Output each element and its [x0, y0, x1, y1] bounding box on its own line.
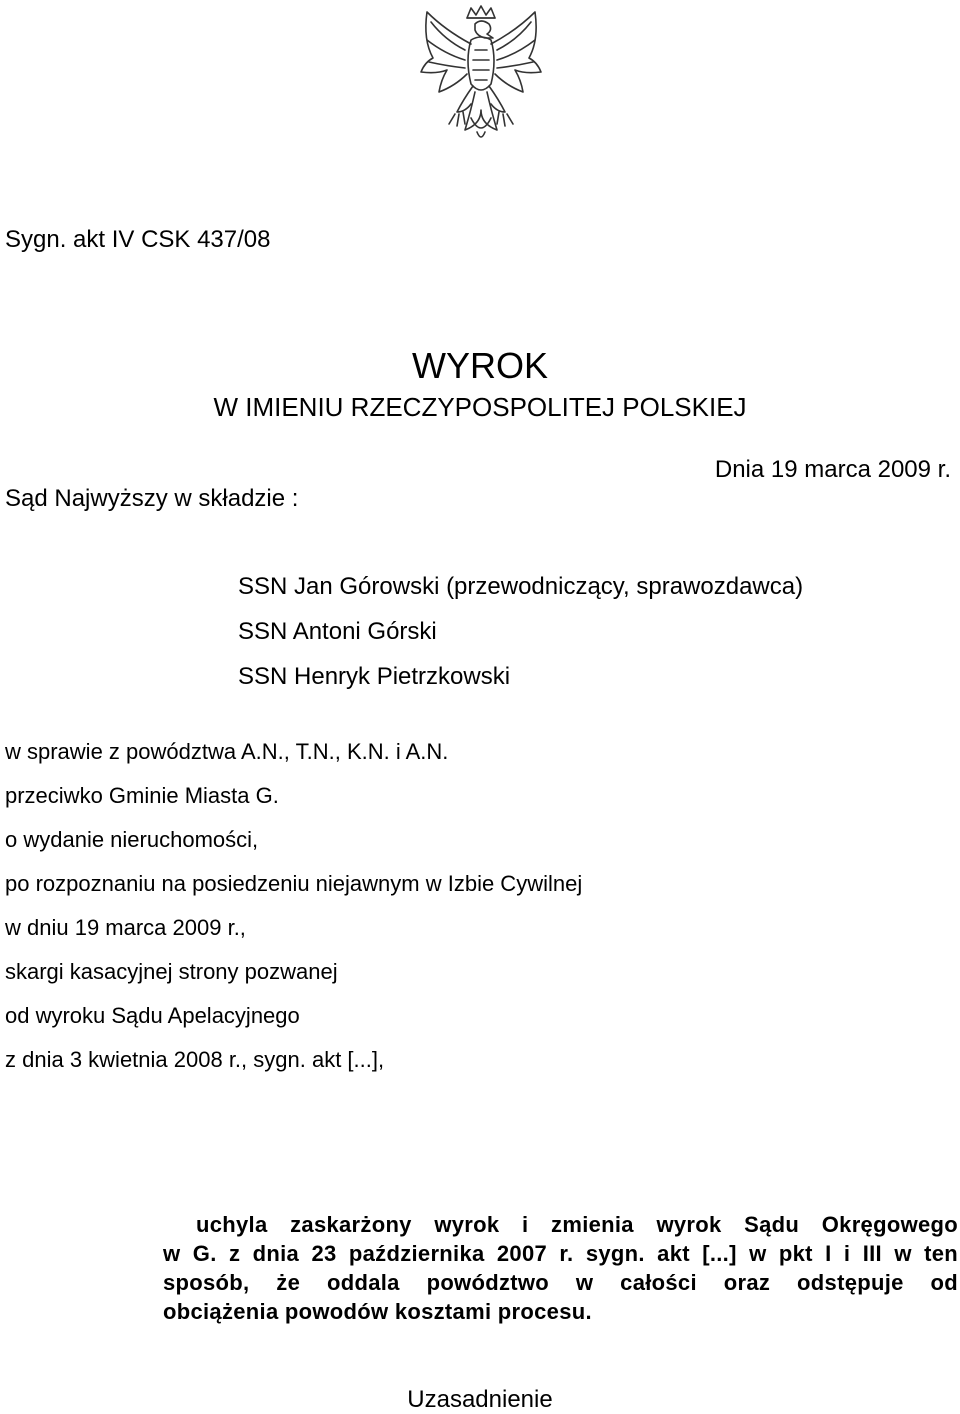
case-signature: Sygn. akt IV CSK 437/08 — [5, 226, 271, 253]
reasons-heading: Uzasadnienie — [407, 1386, 553, 1413]
case-line-date: w dniu 19 marca 2009 r., — [5, 915, 246, 940]
case-line-appellate-court: od wyroku Sądu Apelacyjnego — [5, 1003, 300, 1028]
case-line-appeal: skargi kasacyjnej strony pozwanej — [5, 959, 338, 984]
judgment-title: WYROK — [411, 345, 548, 386]
judge-third: SSN Henryk Pietrzkowski — [238, 663, 511, 690]
judge-presiding: SSN Jan Górowski (przewodniczący, sprawozdawca) — [238, 573, 804, 600]
operative-line: uchyla zaskarżony wyrok i zmienia wyrok Sądu Okręgowego — [196, 1212, 958, 1237]
judge-second: SSN Antoni Górski — [238, 618, 437, 645]
operative-line: obciążenia powodów kosztami procesu. — [163, 1299, 592, 1324]
court-composition-label: Sąd Najwyższy w składzie : — [5, 485, 299, 512]
judgment-date: Dnia 19 marca 2009 r. — [714, 456, 951, 483]
case-line-defendant: przeciwko Gminie Miasta G. — [5, 783, 279, 808]
operative-line: sposób, że oddala powództwo w całości oraz odstępuje od — [163, 1270, 958, 1295]
judgment-subtitle: W IMIENIU RZECZYPOSPOLITEJ POLSKIEJ — [213, 392, 747, 422]
case-line-plaintiffs: w sprawie z powództwa A.N., T.N., K.N. i A.N. — [5, 739, 449, 764]
operative-line: w G. z dnia 23 października 2007 r. sygn. akt [...] w pkt I i III w ten — [163, 1241, 958, 1266]
case-line-session: po rozpoznaniu na posiedzeniu niejawnym w Izbie Cywilnej — [5, 871, 583, 896]
polish-eagle-emblem-icon — [405, 0, 557, 165]
case-line-appellate-date: z dnia 3 kwietnia 2008 r., sygn. akt [...], — [5, 1047, 385, 1072]
operative-part — [163, 1210, 958, 1326]
case-line-subject: o wydanie nieruchomości, — [5, 827, 259, 852]
